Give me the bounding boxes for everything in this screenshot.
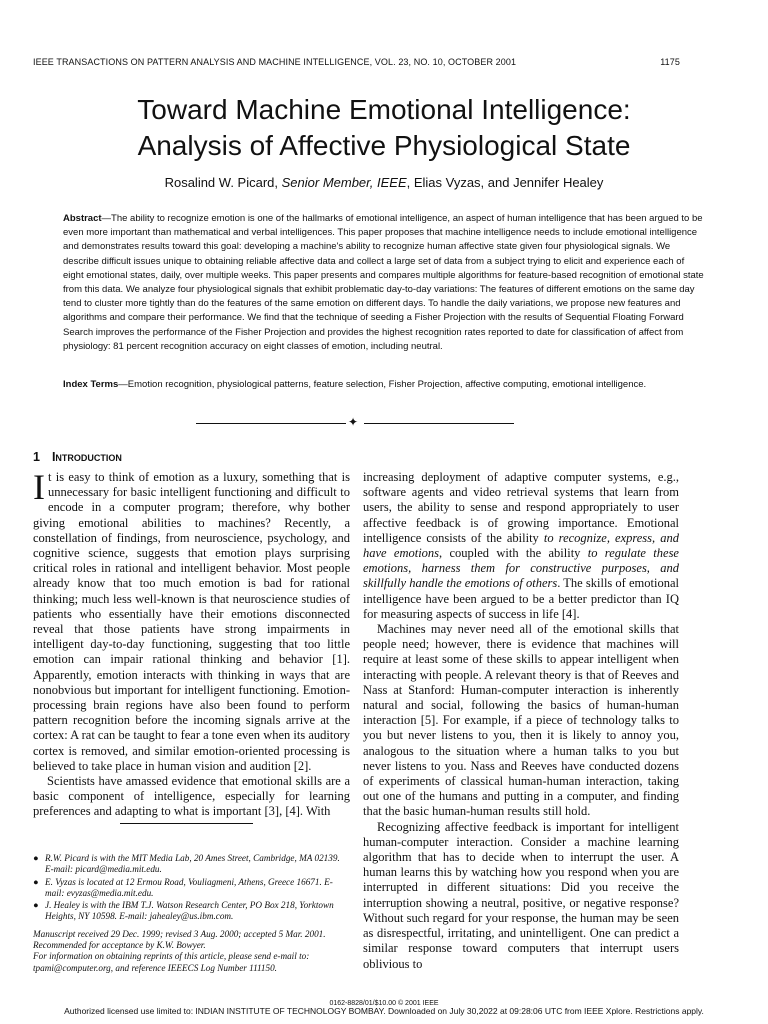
intro-paragraph-2: Scientists have amassed evidence that emotional skills are a basic component of intelligence, especially for learning preferences and adapting to what is important [3], [4]. With [33,774,350,819]
page-number: 1175 [660,57,680,67]
bullet-icon: ● [33,876,39,887]
recommended-by: Recommended for acceptance by K.W. Bowyer. [33,940,206,951]
license-footer: Authorized licensed use limited to: INDIAN INSTITUTE OF TECHNOLOGY BOMBAY. Downloaded on July 30,2022 at 09:28:06 UTC from IEEE Xplore. Restrictions apply. [64,1006,704,1016]
paragraph-3-emphasis-1: to recognize, express, and have emotions [363,530,679,561]
divider-line-right [364,423,514,424]
bullet-icon: ● [33,900,39,911]
title-line-1: Toward Machine Emotional Intelligence: [137,94,631,125]
section-heading [33,450,122,464]
intro-paragraph-1-text: t is easy to think of emotion as a luxury, something that is unnecessary for basic intelligent functioning and difficult to encode in a computer program; therefore, why bother giving emotional abilities to machines? Recently, a constellation of findings, from neuroscience, psychology, and cognitive science, suggests that emotion plays surprising critical roles in rational and intelligent behavior. Most people already know that too much emotion is bad for rational thinking; much less well-known is that neuroscience studies of patients who essentially have their emotions disconnected reveal that those patients have strong impairments in intelligent day-to-day functioning, suggesting that too little emotion can impair rational thinking and behavior [1]. Apparently, emotion interacts with thinking in ways that are nonobvious but important for intelligent functioning. Emotion-processing brain regions have also been found to perform pattern recognition before the incoming signals arrive at the cortex: A rat can be taught to fear a tone even when its auditory cortex is removed, and similar emotion-oriented processing is believed to take place in human vision and audition [2]. [33,470,350,773]
abstract [63,212,704,354]
journal-name: IEEE TRANSACTIONS ON PATTERN ANALYSIS AND MACHINE INTELLIGENCE, VOL. 23, NO. 10, OCTOBER 2001 [33,57,517,67]
footnote-healey-text: J. Healey is with the IBM T.J. Watson Research Center, PO Box 218, Yorktown Heights, NY 10598. E-mail: jahealey@us.ibm.com. [45,900,334,922]
drop-cap: I [33,467,45,507]
right-column [363,470,679,972]
title-line-2: Analysis of Affective Physiological State [137,130,631,161]
footnote-vyzas [33,877,350,900]
footnote-vyzas-text: E. Vyzas is located at 12 Ermou Road, Vouliagmeni, Athens, Greece 16671. E-mail: evyzas@media.mit.edu. [45,876,333,898]
paragraph-3-part-a: increasing deployment of adaptive computer systems, e.g., software agents and video retrieval systems that learn from users, the ability to sense and respond appropriately to user affective feedback is of growing importance. Emotional intelligence consists of the ability [363,470,679,545]
footnote-picard-text: R.W. Picard is with the MIT Media Lab, 20 Ames Street, Cambridge, MA 02139. E-mail: picard@media.mit.edu. [45,853,340,875]
intro-paragraph-4: Machines may never need all of the emotional skills that people need; however, there is evidence that machines will require at least some of these skills to appear intelligent when interacting with people. A relevant theory is that of Reeves and Nass at Stanford: Human-computer interaction is inherently natural and social, following the basics of human-human interaction [5]. For example, if a piece of technology talks to you but never listens to you, then it is likely to annoy you, analogous to the situation where a human talks to you but never listens to you. Nass and Reeves have conducted dozens of experiments of classical human-human interaction, taking out one of the humans and putting in a computer, and finding that the basic human-human results still hold. [363,622,679,819]
divider-ornament-icon: ✦ [348,415,359,429]
manuscript-dates: Manuscript received 29 Dec. 1999; revised 3 Aug. 2000; accepted 5 Mar. 2001. [33,928,326,939]
footnote-rule [120,823,253,824]
footnotes [33,853,350,974]
footnote-healey [33,900,350,923]
abstract-label: Abstract [63,213,102,224]
intro-paragraph-5: Recognizing affective feedback is important for intelligent human-computer interaction. Consider a machine learning algorithm that has to decide when to interrupt the user. A human learns this by watching how you respond when you are interrupted in different situations: Did you receive the interruption showing a neutral, positive, or negative response? Without such regard for your response, the human may be seen as disrespectful, irritating, and unintelligent. One can predict a similar response toward computers that interrupt users oblivious to [363,819,679,971]
intro-paragraph-1 [33,467,350,774]
bullet-icon: ● [33,853,39,863]
reprints-info: For information on obtaining reprints of this article, please send e-mail to: tpami@computer.org, and reference IEEECS Log Number 111150. [33,951,310,973]
section-divider [196,415,514,430]
paragraph-3-emphasis-2: to regulate these emotions, harness them for constructive purposes, and skillfully handle the emotions of others [363,546,679,591]
index-terms-text: —Emotion recognition, physiological patterns, feature selection, Fisher Projection, affective computing, emotional intelligence. [118,379,647,390]
running-header [33,57,680,67]
index-terms [63,378,704,392]
other-authors: , Elias Vyzas, and Jennifer Healey [406,175,604,190]
affiliation-list [33,853,350,923]
index-terms-label: Index Terms [63,379,119,390]
abstract-text: —The ability to recognize emotion is one of the hallmarks of emotional intelligence, an aspect of human intelligence that has been argued to be even more important than mathematical and verbal intelligences. This paper proposes that machine intelligence needs to include emotional intelligence and demonstrates results toward this goal: developing a machine's ability to recognize human affective state given four physiological signals. We describe difficult issues unique to obtaining reliable affective data and collect a large set of data from a subject trying to elicit and experience each of eight emotional states, daily, over multiple weeks. This paper presents and compares multiple algorithms for feature-based recognition of emotional state from this data. We analyze four physiological signals that exhibit problematic day-to-day variations: The features of different emotions on the same day tend to cluster more tightly than do the features of the same emotion on different days. To handle the daily variations, we propose new features and algorithms and compare their performance. We find that the technique of seeding a Fisher Projection with the results of Sequential Floating Forward Search improves the performance of the Fisher Projection and provides the highest recognition rates reported to date for classification of affect from physiology: 81 percent recognition accuracy on eight classes of emotion, including neutral. [63,213,704,352]
left-column [33,467,350,820]
footnote-picard [33,853,350,876]
divider-line-left [196,423,346,424]
paragraph-3-part-b: , coupled with the ability [439,546,588,561]
intro-paragraph-3 [363,470,679,622]
author-picard-role: Senior Member, IEEE [281,175,407,190]
copyright-line: 0162-8828/01/$10.00 © 2001 IEEE [329,1000,439,1007]
author-picard: Rosalind W. Picard, [164,175,282,190]
paper-title [0,92,768,164]
section-number: 1 [33,450,40,464]
manuscript-notes [33,929,350,974]
section-title: Introduction [51,450,122,464]
paragraph-3-part-c: . The skills of emotional intelligence have been argued to be a better predictor than IQ for measuring aspects of success in life [4]. [363,576,679,621]
author-list [0,175,768,190]
